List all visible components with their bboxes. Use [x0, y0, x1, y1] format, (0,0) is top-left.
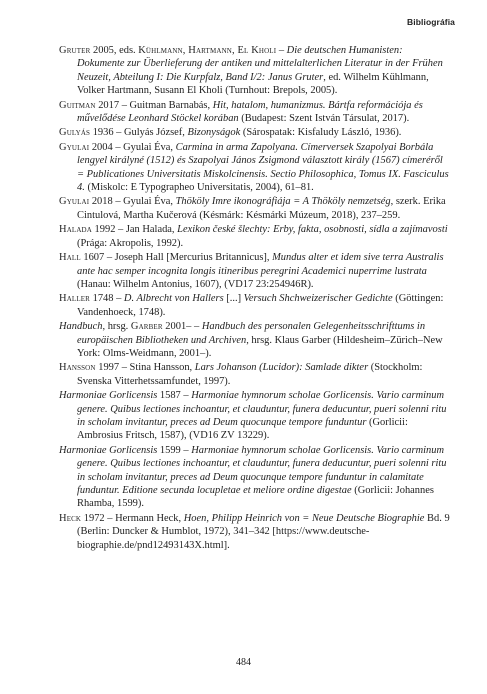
entry-lead: – Gyulai Éva, [112, 141, 176, 153]
bibliography-list [59, 44, 452, 553]
entry-publication: (Göttingen: Vandenhoeck, 1748). [77, 293, 444, 318]
entry-date: 1992 [94, 224, 116, 236]
entry-author: Hansson [59, 362, 96, 374]
entry-title: Hit, hatalom, humanizmus. Bártfa reformációja és művelődése Leonhard Stöckel korában [77, 99, 423, 125]
entry-author: Halada [59, 224, 92, 236]
entry-author: Gruter [59, 45, 91, 56]
entry-lead: – Gulyás József, [113, 127, 188, 139]
entry-editors: Kühlmann, Hartmann, El Kholi [138, 45, 277, 56]
bib-entry-hall-1607 [59, 251, 452, 291]
entry-title-2: Versuch Shchweizerischer Gedichte [243, 293, 393, 305]
entry-lead-2: 2001– – [162, 321, 202, 333]
entry-title: Bizonyságok [187, 127, 241, 139]
entry-date: 2018 [91, 196, 113, 208]
entry-publication: (Hanau: Wilhelm Antonius, 1607), (VD17 23:254946R). [77, 278, 314, 290]
entry-date: 1936 [92, 127, 114, 139]
entry-author: Hall [59, 252, 81, 264]
bib-entry-heck-1972 [59, 512, 452, 552]
entry-author: Heck [59, 512, 82, 524]
entry-date: 1607 [83, 252, 105, 264]
entry-head-title: Handbuch [59, 321, 103, 333]
bib-entry-handbuch-2001 [59, 320, 452, 360]
bib-entry-gulyas-1936 [59, 126, 452, 139]
bib-entry-haller-1748 [59, 292, 452, 319]
entry-title: D. Albrecht von Hallers [123, 293, 224, 305]
entry-title: Die deutschen Humanisten: Dokumente zur Überlieferung der antiken und mittelalterlichen Literatur in der Frühen Neuzeit, Abteilung I: Die Kurpfalz, Band I/2: Janus Gruter [77, 45, 443, 83]
bib-entry-gruter-2005 [59, 44, 452, 98]
entry-title: Lars Johanson (Lucidor): Samlade dikter [194, 362, 369, 374]
entry-date: 1997 [98, 362, 120, 374]
entry-publication: (Budapest: Szent István Társulat, 2017). [238, 113, 410, 125]
entry-title: Lexikon české šlechty: Erby, fakta, osobnosti, sídla a zajímavosti [177, 224, 448, 236]
entry-editor: Garber [130, 321, 163, 333]
entry-date: 2004 [91, 141, 113, 153]
entry-publication: (Sárospatak: Kisfaludy László, 1936). [240, 127, 402, 139]
bib-entry-gyulai-2018 [59, 195, 452, 222]
bib-entry-guitman-2017 [59, 99, 452, 126]
entry-dash: – [276, 45, 287, 56]
entry-lead: – Jan Halada, [115, 224, 178, 236]
entry-title: Hoen, Philipp Heinrich von = Neue Deutsche Biographie [183, 512, 425, 524]
entry-author: Guitman [59, 99, 96, 111]
entry-publication: , hrsg. Klaus Garber (Hildesheim–Zürich–New York: Olms-Weidmann, 2001–). [77, 334, 443, 359]
bib-entry-harmoniae-1599 [59, 444, 452, 511]
entry-author: Gyulai [59, 141, 90, 153]
entry-publication: (Gorlicii: Ambrosius Fritsch, 1587), (VD16 ZV 13229). [77, 416, 408, 442]
bib-entry-harmoniae-1587 [59, 389, 452, 443]
entry-lead: – Joseph Hall [Mercurius Britannicus], [104, 252, 273, 264]
entry-date: 2005, eds. [93, 45, 136, 56]
entry-title: Mundus alter et idem sive terra Australis ante hac semper incognita longis itineribus peregrini Academici nuperrime lustrata [77, 252, 444, 277]
running-head: Bibliográfia [407, 17, 455, 27]
entry-date: 1748 [92, 293, 114, 305]
entry-title: Carmina in arma Zapolyana. Címerversek Szapolyai Borbála lengyel királyné (1512) és Szapolyai János Zsigmond választott király (1567) címeréről = Publicationes Universitatis Miskolcinensis. Sectio Philosophica, Tomus IX. Fasciculus 4. [77, 141, 449, 194]
entry-publication: (Gorlicii: Johannes Rhamba, 1599). [77, 485, 434, 510]
entry-head-title: Harmoniae Gorlicensis [59, 390, 158, 402]
entry-author: Gulyás [59, 127, 91, 139]
entry-publication: (Stockholm: Svenska Vitterhetssamfundet, 1997). [77, 362, 423, 387]
entry-head-title: Harmoniae Gorlicensis [59, 444, 158, 456]
entry-lead: – Hermann Heck, [104, 512, 184, 524]
entry-publication: , szerk. Erika Cintulová, Martha Kučerová (Késmárk: Késmárki Múzeum, 2018), 237–259. [77, 196, 446, 221]
entry-lead: – [113, 293, 124, 305]
entry-lead: 1587 – [157, 390, 192, 402]
entry-lead: 1599 – [157, 444, 192, 456]
entry-ellipsis: [...] [223, 293, 244, 305]
entry-title: Harmoniae hymnorum scholae Gorlicensis. Vario carminum genere. Quibus lectiones inchoantur, et clauduntur, funera deducuntur, pueri solenni ritu in scholam invitantur, preces ad Deum quocunque tempore funduntur in calamitate funduntur. Editione secunda locupletae et meliore ordine digestae [77, 444, 447, 496]
bib-entry-hansson-1997 [59, 361, 452, 388]
entry-lead: – Stina Hansson, [119, 362, 195, 374]
entry-date: 1972 [83, 512, 105, 524]
entry-lead: , hrsg. [102, 321, 131, 333]
entry-title: Harmoniae hymnorum scholae Gorlicensis. Vario carminum genere. Quibus lectiones inchoantur, et clauduntur, funera deducuntur, pueri solenni ritu in scholam invitantur, preces ad Deum quocunque tempore funduntur [77, 390, 447, 428]
entry-publication: (Miskolc: E Typographeo Universitatis, 2004), 61–81. [84, 182, 314, 194]
entry-lead: – Gyulai Éva, [112, 196, 176, 208]
entry-publication: Bd. 9 (Berlin: Duncker & Humblot, 1972), 341–342 [https://www.deutsche-biographie.de/pnd12493143X.html]. [77, 512, 450, 551]
entry-title: Handbuch des personalen Gelegenheitsschrifttums in europäischen Bibliotheken und Archiven [77, 321, 426, 346]
entry-author: Haller [59, 293, 90, 305]
page-number: 484 [236, 657, 251, 668]
bib-entry-halada-1992 [59, 223, 452, 250]
entry-date: 2017 [98, 99, 120, 111]
entry-author: Gyulai [59, 196, 90, 208]
entry-lead: – Guitman Barnabás, [119, 99, 213, 111]
entry-publication: (Prága: Akropolis, 1992). [77, 237, 184, 249]
bib-entry-gyulai-2004 [59, 141, 452, 195]
entry-title: Thököly Imre ikonográfiája = A Thököly nemzetség [175, 196, 391, 208]
entry-publication: , ed. Wilhelm Kühlmann, Volker Hartmann, Susann El Kholi (Turnhout: Brepols, 2005). [77, 71, 429, 97]
